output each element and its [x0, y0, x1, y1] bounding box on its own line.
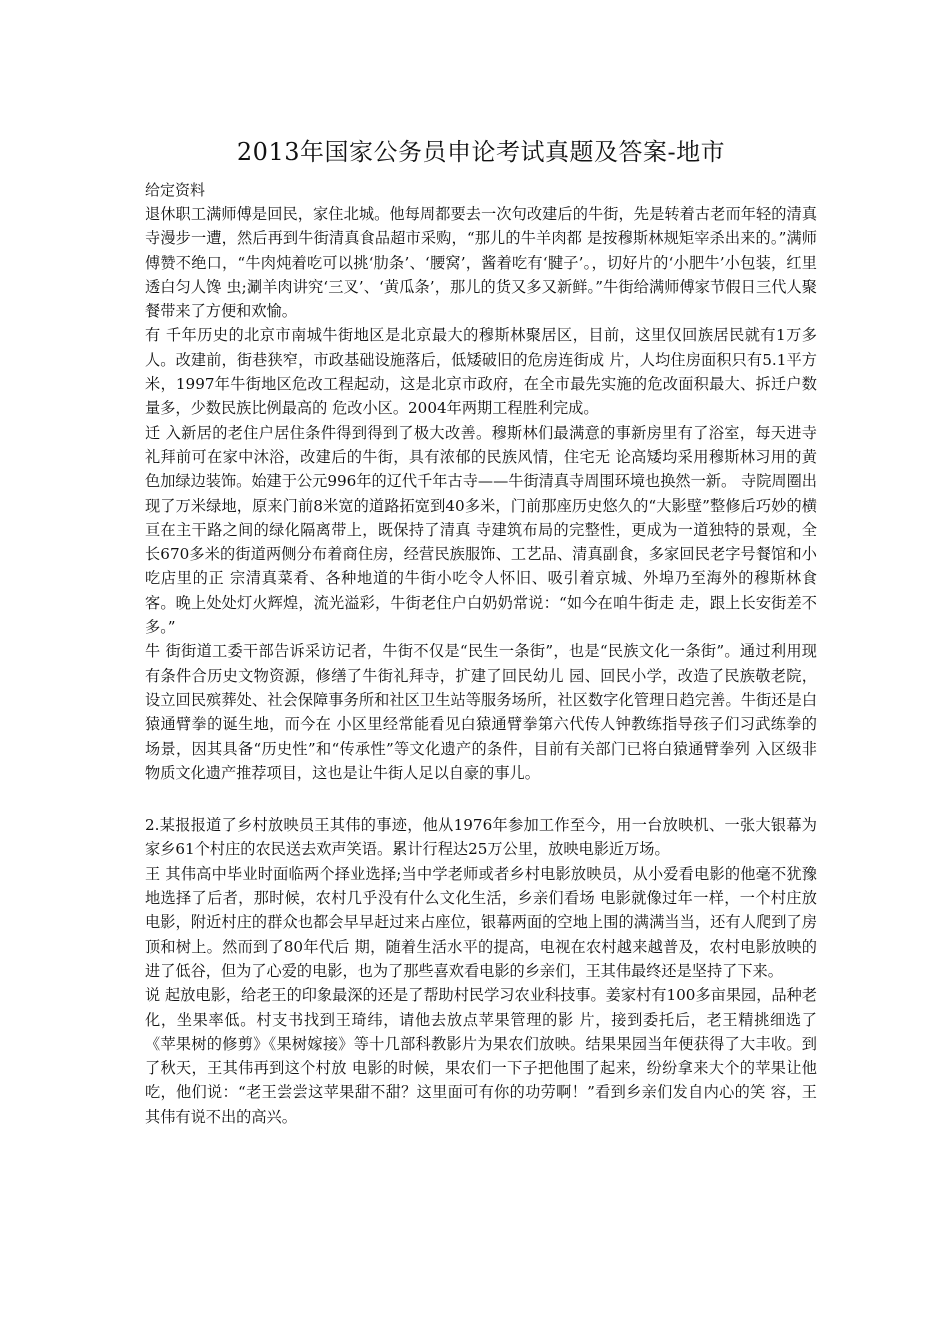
section-gap: [145, 785, 817, 813]
section-label: 给定资料: [145, 181, 206, 199]
paragraph: 退休职工满师傅是回民，家住北城。他每周都要去一次句改建后的牛街，先是转着古老而年轻的清真寺漫步一遭，然后再到牛街清真食品超市采购，“那儿的牛羊肉都 是按穆斯林规矩宰杀出来的。”满师傅赞不绝口，“牛肉炖着吃可以挑‘肋条’、‘腰窝’，酱着吃有‘腱子’。，切好片的‘小肥牛’小包装，红里透白匀人馋 虫;涮羊肉讲究‘三叉’、‘黄瓜条’，那儿的货又多又新鲜。”牛街给满师傅家节假日三代人聚餐带来了方便和欢愉。: [145, 205, 817, 321]
document-page: [145, 136, 817, 1129]
paragraph: 迁 入新居的老住户居住条件得到得到了极大改善。穆斯林们最满意的事新房里有了浴室，每天进寺礼拜前可在家中沐浴，改建后的牛街，具有浓郁的民族风情，住宅无 论高矮均采用穆斯林习用的黄色加绿边装饰。始建于公元996年的辽代千年古寺——牛街清真寺周围环境也换然一新。 寺院周圈出现了万米绿地，原来门前8米宽的道路拓宽到40多米，门前那座历史悠久的“大影壁”整修后巧妙的横亘在主干路之间的绿化隔离带上，既保持了清真 寺建筑布局的完整性，更成为一道独特的景观，全长670多米的街道两侧分布着商住房，经营民族服饰、工艺品、清真副食，多家回民老字号餐馆和小吃店里的正 宗清真菜肴、各种地道的牛街小吃令人怀旧、吸引着京城、外埠乃至海外的穆斯林食客。晚上处处灯火辉煌，流光溢彩，牛街老住户白奶奶常说：“如今在咱牛街走 走，跟上长安街差不多。”: [145, 423, 817, 637]
paragraph: 有 千年历史的北京市南城牛街地区是北京最大的穆斯林聚居区，目前，这里仅回族居民就有1万多人。改建前，街巷狭窄，市政基础设施落后，低矮破旧的危房连街成 片，人均住房面积只有5.1平方米，1997年牛街地区危改工程起动，这是北京市政府，在全市最先实施的危改面积最大、拆迁户数量多，少数民族比例最高的 危改小区。2004年两期工程胜利完成。: [145, 326, 817, 418]
page-title: 2013年国家公务员申论考试真题及答案-地市: [236, 138, 726, 166]
paragraph: 王 其伟高中毕业时面临两个择业选择;当中学老师或者乡村电影放映员，从小爱看电影的他毫不犹豫地选择了后者，那时候，农村几乎没有什么文化生活，乡亲们看场 电影就像过年一样，一个村庄放电影，附近村庄的群众也都会早早赶过来占座位，银幕两面的空地上围的满满当当，还有人爬到了房顶和树上。然而到了80年代后 期，随着生活水平的提高，电视在农村越来越普及，农村电影放映的进了低谷，但为了心爱的电影，也为了那些喜欢看电影的乡亲们，王其伟最终还是坚持了下来。: [145, 864, 817, 980]
material-1: [145, 202, 817, 785]
paragraph: 说 起放电影，给老王的印象最深的还是了帮助村民学习农业科技事。姜家村有100多亩果园，品种老化，坐果率低。村支书找到王琦纬，请他去放点苹果管理的影 片，接到委托后，老王精挑细选了《苹果树的修剪》《果树嫁接》等十几部科教影片为果农们放映。结果果园当年便获得了大丰收。到了秋天，王其伟再到这个村放 电影的时候，果农们一下子把他围了起来，纷纷拿来大个的苹果让他吃，他们说：“老王尝尝这苹果甜不甜？这里面可有你的功劳啊！”看到乡亲们发自内心的笑 容，王其伟有说不出的高兴。: [145, 986, 817, 1126]
paragraph: 牛 街街道工委干部告诉采访记者，牛街不仅是“民生一条街”，也是“民族文化一条街”。通过利用现有条件合历史文物资源，修缮了牛街礼拜寺，扩建了回民幼儿 园、回民小学，改造了民族敬老院，设立回民殡葬处、社会保障事务所和社区卫生站等服务场所，社区数字化管理日趋完善。牛街还是白猿通臂拳的诞生地，而今在 小区里经常能看见白猿通臂拳第六代传人钟教练指导孩子们习武练拳的场景，因其具备“历史性”和“传承性”等文化遗产的条件，目前有关部门已将白猿通臂拳列 入区级非物质文化遗产推荐项目，这也是让牛街人足以自豪的事儿。: [145, 642, 817, 782]
material-2: [145, 813, 817, 1129]
paragraph: 2.某报报道了乡村放映员王其伟的事迹，他从1976年参加工作至今，用一台放映机、一张大银幕为家乡61个村庄的农民送去欢声笑语。累计行程达25万公里，放映电影近万场。: [145, 816, 817, 859]
